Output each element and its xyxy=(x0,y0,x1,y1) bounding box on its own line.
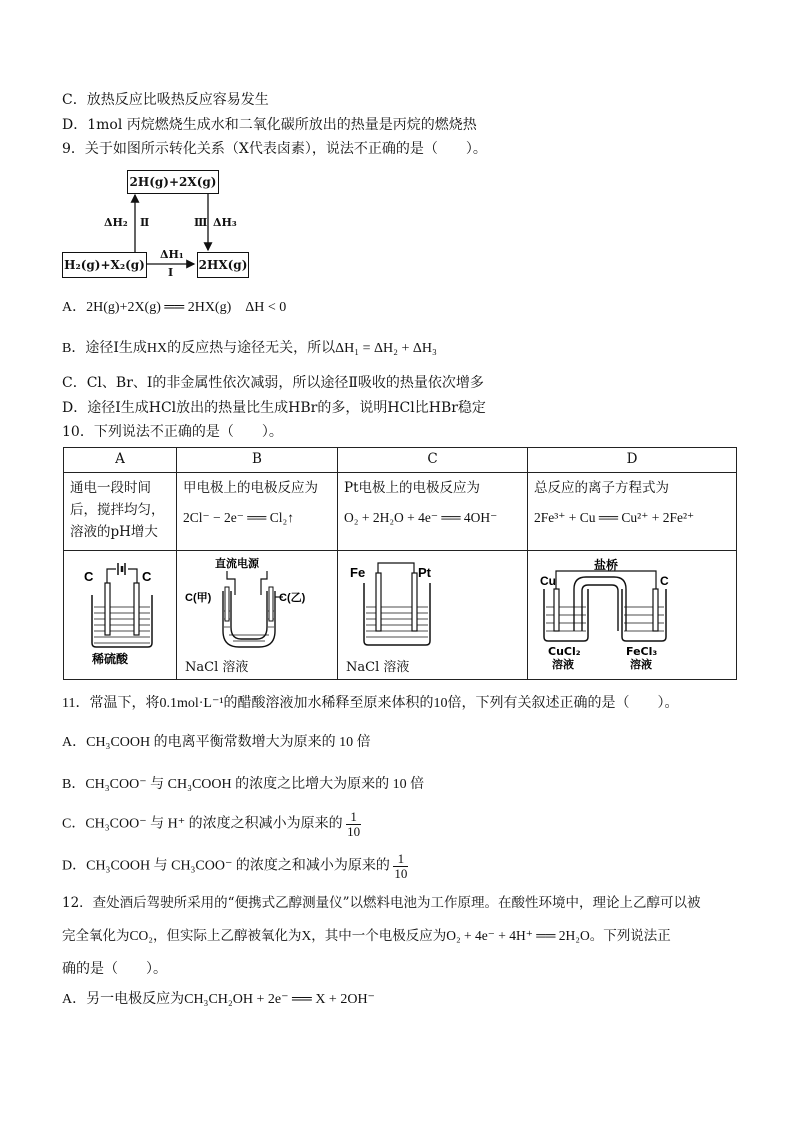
c-equation: O₂ + 2H₂O + 4e⁻ ══ 4OH⁻ xyxy=(344,510,498,525)
fig-d-bridge-label: 盐桥 xyxy=(594,558,619,572)
fraction-denominator: 10 xyxy=(394,866,408,881)
fig-c-cell xyxy=(338,551,528,680)
cell-a-text xyxy=(64,473,177,551)
header-b: B xyxy=(177,448,338,473)
fig-d-right-electrode: C xyxy=(660,574,669,588)
fig-b-cell xyxy=(177,551,338,680)
q11-option-d xyxy=(62,852,408,881)
q8-option-d: D．1mol 丙烷燃烧生成水和二氧化碳所放出的热量是丙烷的燃烧热 xyxy=(62,117,477,133)
q10-stem: 10．下列说法不正确的是（ ）。 xyxy=(62,424,283,440)
fraction-numerator: 1 xyxy=(393,852,408,867)
cell-c-text xyxy=(338,473,528,551)
q8-option-c: C．放热反应比吸热反应容易发生 xyxy=(62,92,269,108)
fig-c-left-electrode: Fe xyxy=(350,565,366,580)
electrolysis-cell-figure xyxy=(70,555,170,667)
q9-option-b: B．途径Ⅰ生成HX的反应热与途径无关，所以ΔH₁ = ΔH₂ + ΔH₃ xyxy=(62,341,437,356)
cycle-arrows xyxy=(60,168,280,280)
fig-b-power-label: 直流电源 xyxy=(215,557,259,570)
q9-option-d: D．途径Ⅰ生成HCl放出的热量比生成HBr的多，说明HCl比HBr稳定 xyxy=(62,400,486,416)
q11-stem: 11．常温下，将0.1mol·L⁻¹的醋酸溶液加水稀释至原来体积的10倍，下列有关叙述正确的是（ ）。 xyxy=(62,696,679,711)
header-d: D xyxy=(528,448,737,473)
fig-d-solution1-label: 溶液 xyxy=(552,658,574,671)
b-equation: 2Cl⁻ − 2e⁻ ══ Cl₂↑ xyxy=(183,510,294,525)
q11-option-c xyxy=(62,810,361,839)
fraction-one-tenth xyxy=(393,852,408,881)
q10-table xyxy=(63,447,737,680)
header-a: A xyxy=(64,448,177,473)
path2-label: Ⅱ xyxy=(140,216,150,229)
fig-b-caption: NaCl 溶液 xyxy=(185,660,249,675)
fig-b-right-electrode: C(乙) xyxy=(279,592,306,604)
q11-option-c-text: C．CH₃COO⁻ 与 H⁺ 的浓度之积减小为原来的 xyxy=(62,816,343,832)
path1-label: Ⅰ xyxy=(168,266,174,279)
fraction-numerator: 1 xyxy=(346,810,361,825)
a-text-line: 通电一段时间 xyxy=(70,480,151,496)
cell-b-text xyxy=(177,473,338,551)
a-text-line: 后，搅拌均匀， xyxy=(70,502,165,518)
fig-b-left-electrode: C(甲) xyxy=(185,592,212,604)
fig-a-solution-label: 稀硫酸 xyxy=(92,652,129,666)
a-text-line: 溶液的pH增大 xyxy=(70,524,158,540)
fraction-one-tenth xyxy=(346,810,361,839)
dh1-label: ΔH₁ xyxy=(160,248,184,261)
fig-a-cell xyxy=(64,551,177,680)
c-text: Pt电极上的电极反应为 xyxy=(344,480,481,496)
q9-stem: 9．关于如图所示转化关系（X代表卤素），说法不正确的是（ ）。 xyxy=(62,141,487,157)
fig-a-left-label: C xyxy=(84,569,94,584)
q11-option-b: B．CH₃COO⁻ 与 CH₃COOH 的浓度之比增大为原来的 10 倍 xyxy=(62,777,425,792)
q12-line2: 完全氧化为CO₂，但实际上乙醇被氧化为X，其中一个电极反应为O₂ + 4e⁻ + 4H⁺ ══ 2H₂O。下列说法正 xyxy=(62,928,671,943)
corrosion-cell-figure xyxy=(344,555,504,651)
dh3-label: ΔH₃ xyxy=(213,216,237,229)
left-box: H₂(g)+X₂(g) xyxy=(62,252,147,278)
fraction-denominator: 10 xyxy=(347,824,361,839)
path3-label: Ⅲ xyxy=(194,216,208,229)
fig-d-left-electrode: Cu xyxy=(540,574,556,588)
q12-line1: 12．查处酒后驾驶所采用的“便携式乙醇测量仪”以燃料电池为工作原理。在酸性环境中，理论上乙醇可以被 xyxy=(62,895,701,911)
top-box: 2H(g)+2X(g) xyxy=(127,170,219,194)
fig-a-right-label: C xyxy=(142,569,152,584)
dh2-label: ΔH₂ xyxy=(104,216,128,229)
q11-option-d-text: D．CH₃COOH 与 CH₃COO⁻ 的浓度之和减小为原来的 xyxy=(62,858,390,874)
d-text: 总反应的离子方程式为 xyxy=(534,480,669,496)
q9-option-c: C．Cl、Br、I的非金属性依次减弱，所以途径Ⅱ吸收的热量依次增多 xyxy=(62,375,484,391)
q9-option-a: A．2H(g)+2X(g) ══ 2HX(g) ΔH < 0 xyxy=(62,300,287,315)
galvanic-cell-figure xyxy=(534,555,730,671)
fig-d-solution2: FeCl₃ xyxy=(626,645,658,658)
q11-option-a: A．CH₃COOH 的电离平衡常数增大为原来的 10 倍 xyxy=(62,735,371,750)
u-tube-figure xyxy=(183,555,331,651)
right-box: 2HX(g) xyxy=(197,252,249,278)
fig-d-solution2-label: 溶液 xyxy=(630,658,652,671)
q12-line3: 确的是（ ）。 xyxy=(62,961,167,977)
fig-d-cell xyxy=(528,551,737,680)
fig-c-right-electrode: Pt xyxy=(418,565,431,580)
header-c: C xyxy=(338,448,528,473)
b-text: 甲电极上的电极反应为 xyxy=(183,480,318,496)
cell-d-text xyxy=(528,473,737,551)
fig-c-caption: NaCl 溶液 xyxy=(346,660,410,675)
fig-d-solution1: CuCl₂ xyxy=(548,645,581,658)
q12-option-a: A．另一电极反应为CH₃CH₂OH + 2e⁻ ══ X + 2OH⁻ xyxy=(62,992,375,1007)
d-equation: 2Fe³⁺ + Cu ══ Cu²⁺ + 2Fe²⁺ xyxy=(534,510,695,525)
energy-cycle-diagram xyxy=(60,168,280,280)
